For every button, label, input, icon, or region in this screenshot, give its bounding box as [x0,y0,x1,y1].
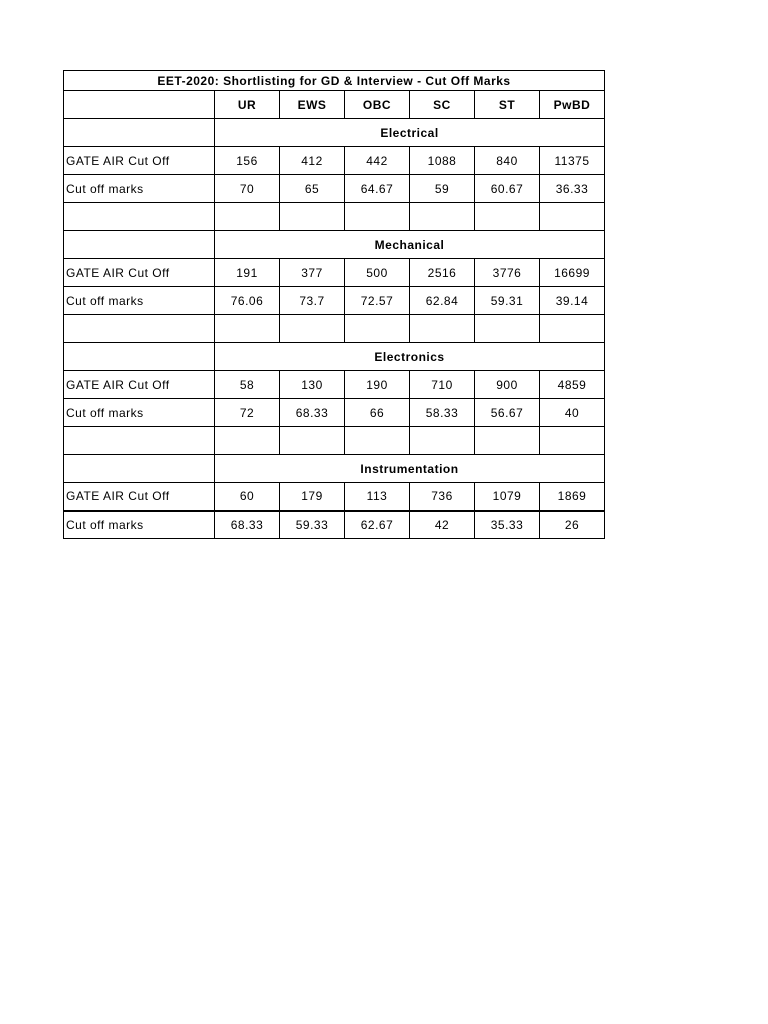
empty-cell [345,315,410,343]
row-label: GATE AIR Cut Off [64,371,215,399]
section-blank-cell [64,343,215,371]
header-blank-cell [64,91,215,119]
empty-cell [64,427,215,455]
value-cell: 1079 [475,483,540,511]
value-cell: 72.57 [345,287,410,315]
value-cell: 58 [215,371,280,399]
value-cell: 16699 [540,259,605,287]
value-cell: 40 [540,399,605,427]
spacer-row [64,427,605,455]
empty-cell [64,203,215,231]
spacer-row [64,203,605,231]
row-label: Cut off marks [64,399,215,427]
value-cell: 64.67 [345,175,410,203]
empty-cell [280,427,345,455]
value-cell: 70 [215,175,280,203]
spacer-row [64,315,605,343]
empty-cell [345,203,410,231]
section-blank-cell [64,119,215,147]
empty-cell [280,203,345,231]
section-name-mechanical: Mechanical [215,231,605,259]
column-header-obc: OBC [345,91,410,119]
value-cell: 68.33 [280,399,345,427]
table-row [64,483,605,511]
value-cell: 59 [410,175,475,203]
value-cell: 60.67 [475,175,540,203]
row-label: Cut off marks [64,287,215,315]
value-cell: 35.33 [475,511,540,539]
value-cell: 1088 [410,147,475,175]
empty-cell [475,203,540,231]
empty-cell [345,427,410,455]
table-row [64,511,605,539]
value-cell: 130 [280,371,345,399]
value-cell: 3776 [475,259,540,287]
empty-cell [540,203,605,231]
value-cell: 65 [280,175,345,203]
section-header-row-electronics [64,343,605,371]
value-cell: 190 [345,371,410,399]
table-row [64,399,605,427]
empty-cell [64,315,215,343]
empty-cell [280,315,345,343]
empty-cell [215,427,280,455]
value-cell: 2516 [410,259,475,287]
row-label: GATE AIR Cut Off [64,483,215,511]
value-cell: 62.67 [345,511,410,539]
value-cell: 73.7 [280,287,345,315]
row-label: Cut off marks [64,175,215,203]
value-cell: 11375 [540,147,605,175]
column-header-sc: SC [410,91,475,119]
value-cell: 191 [215,259,280,287]
table-row [64,175,605,203]
column-header-ur: UR [215,91,280,119]
value-cell: 56.67 [475,399,540,427]
table-row [64,259,605,287]
column-header-ews: EWS [280,91,345,119]
empty-cell [410,203,475,231]
section-header-row-instrumentation [64,455,605,483]
value-cell: 4859 [540,371,605,399]
empty-cell [475,315,540,343]
empty-cell [475,427,540,455]
value-cell: 442 [345,147,410,175]
value-cell: 377 [280,259,345,287]
value-cell: 42 [410,511,475,539]
value-cell: 66 [345,399,410,427]
value-cell: 26 [540,511,605,539]
value-cell: 76.06 [215,287,280,315]
value-cell: 113 [345,483,410,511]
section-name-electrical: Electrical [215,119,605,147]
table-title: EET-2020: Shortlisting for GD & Interview - Cut Off Marks [64,71,605,91]
row-label: GATE AIR Cut Off [64,147,215,175]
row-label: GATE AIR Cut Off [64,259,215,287]
value-cell: 59.33 [280,511,345,539]
value-cell: 1869 [540,483,605,511]
section-header-row-electrical [64,119,605,147]
section-header-row-mechanical [64,231,605,259]
value-cell: 39.14 [540,287,605,315]
section-name-instrumentation: Instrumentation [215,455,605,483]
section-name-electronics: Electronics [215,343,605,371]
empty-cell [410,315,475,343]
empty-cell [540,427,605,455]
empty-cell [410,427,475,455]
value-cell: 58.33 [410,399,475,427]
value-cell: 500 [345,259,410,287]
value-cell: 59.31 [475,287,540,315]
row-label: Cut off marks [64,511,215,539]
value-cell: 412 [280,147,345,175]
value-cell: 62.84 [410,287,475,315]
value-cell: 36.33 [540,175,605,203]
empty-cell [215,203,280,231]
value-cell: 60 [215,483,280,511]
section-blank-cell [64,231,215,259]
column-header-pwbd: PwBD [540,91,605,119]
value-cell: 179 [280,483,345,511]
column-header-st: ST [475,91,540,119]
empty-cell [540,315,605,343]
value-cell: 840 [475,147,540,175]
table-title-row [64,71,605,91]
table-row [64,287,605,315]
value-cell: 156 [215,147,280,175]
value-cell: 68.33 [215,511,280,539]
section-blank-cell [64,455,215,483]
table-row [64,147,605,175]
empty-cell [215,315,280,343]
value-cell: 72 [215,399,280,427]
cutoff-table [63,70,605,539]
value-cell: 710 [410,371,475,399]
column-header-row [64,91,605,119]
table-row [64,371,605,399]
value-cell: 900 [475,371,540,399]
value-cell: 736 [410,483,475,511]
